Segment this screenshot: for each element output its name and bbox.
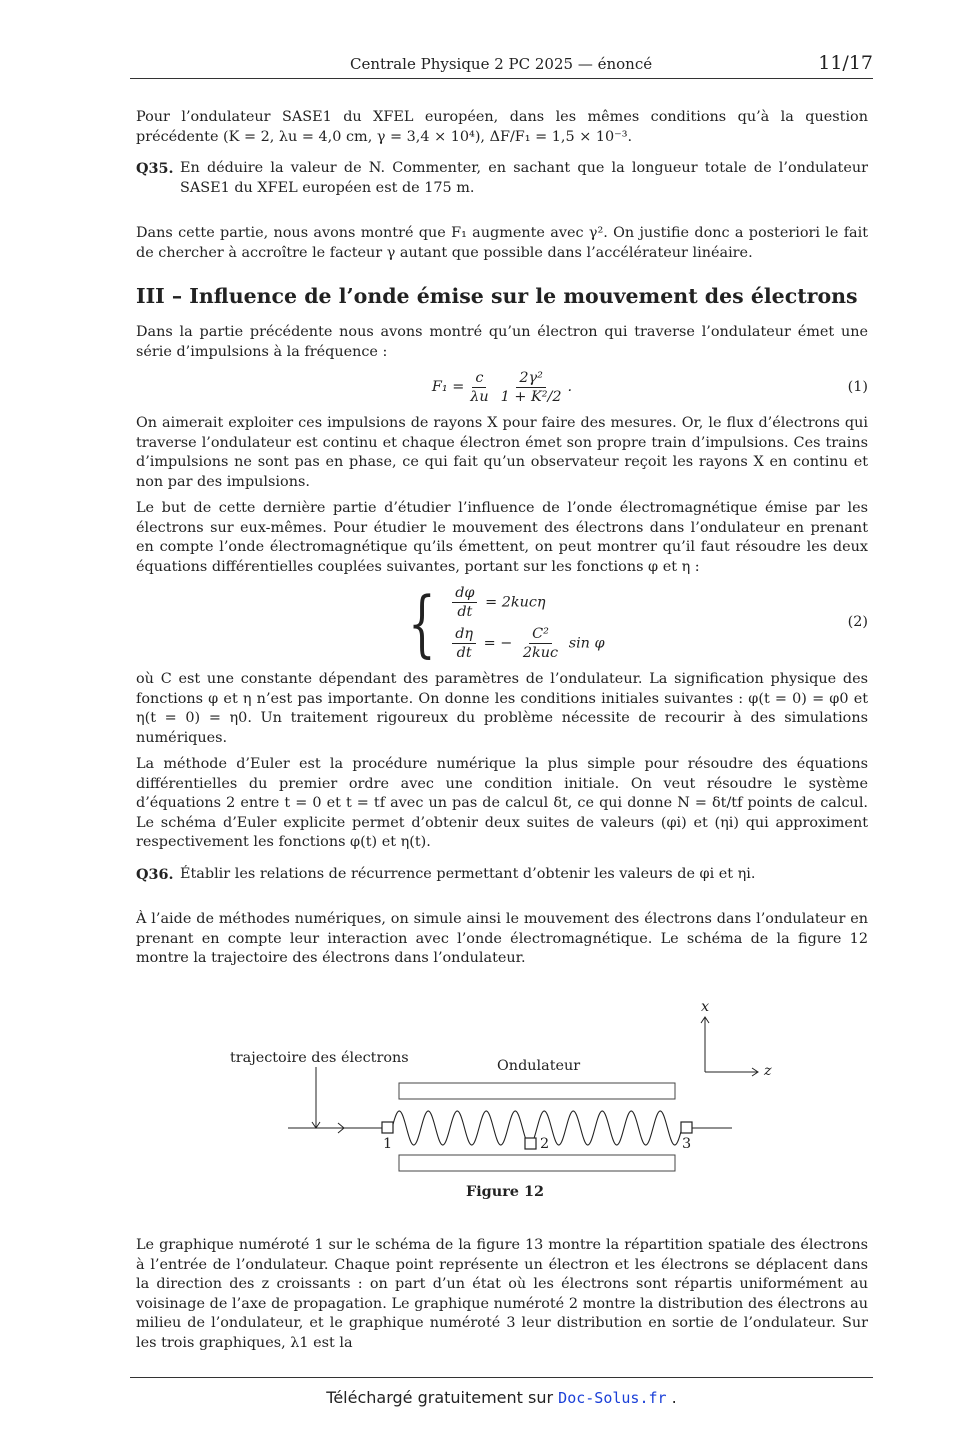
electron-trajectory-wave	[392, 1111, 682, 1145]
footer-text	[130, 1388, 873, 1407]
page-number: 11/17	[818, 52, 873, 74]
point-1-marker	[382, 1122, 393, 1133]
question-36	[136, 865, 868, 885]
eq2-r1-num: dφ	[452, 584, 477, 603]
point-3-marker	[681, 1122, 692, 1133]
figure-caption: Figure 12	[466, 1183, 544, 1200]
eq1-number: (1)	[847, 378, 868, 395]
intro-paragraph: Pour l’ondulateur SASE1 du XFEL européen, dans les mêmes conditions qu’à la question précédente (K = 2, λu = 4,0 cm, γ = 3,4 × 10⁴), ΔF/F₁ = 1,5 × 10⁻³.	[136, 109, 868, 145]
question-label: Q36.	[136, 865, 174, 883]
point-1-label: 1	[383, 1136, 393, 1152]
eq2-r1-den: dt	[457, 604, 473, 620]
eq2-row-2	[449, 625, 604, 662]
eq2-r2-fnum: C²	[529, 625, 552, 644]
eq2-r2-den: dt	[456, 645, 472, 661]
question-35	[136, 159, 868, 198]
doc-solus-link[interactable]: Doc-Solus.fr	[558, 1389, 667, 1407]
simulation-paragraph: À l’aide de méthodes numériques, on simule ainsi le mouvement des électrons dans l’ondulateur en prenant en compte leur interaction avec l’onde électromagnétique. Le schéma de la figure 12 montre la trajectoire des électrons dans l’ondulateur.	[136, 911, 868, 966]
page-header	[130, 52, 873, 79]
section-title: III – Influence de l’onde émise sur le mouvement des électrons	[136, 284, 858, 308]
system-brace: {	[408, 581, 437, 665]
figure-12	[220, 995, 790, 1210]
eq2-r2-rhs: sin φ	[568, 635, 605, 652]
trajectory-label: trajectoire des électrons	[230, 1050, 409, 1066]
equation-2	[136, 581, 868, 665]
eq1-f2-num: 2γ²	[516, 369, 546, 388]
point-2-label: 2	[540, 1136, 550, 1152]
point-3-label: 3	[682, 1136, 692, 1152]
eq1-fraction-2	[498, 369, 565, 406]
equation-1	[136, 369, 868, 406]
eq2-r2-num: dη	[452, 625, 476, 644]
figure-13-paragraph: Le graphique numéroté 1 sur le schéma de la figure 13 montre la répartition spatiale des électrons à l’entrée de l’ondulateur. Chaque point représente un électron et les électrons se déplacent dans la direction des z croissants : on part d’un état où les électrons sont répartis uniformément au voisinage de l’axe de propagation. Le graphique numéroté 2 montre la distribution des électrons au milieu de l’ondulateur, et le graphique numéroté 3 leur distribution en sortie de l’ondulateur. Sur les trois graphiques, λ1 est la	[136, 1237, 868, 1351]
eq2-r2-fden: 2kuc	[522, 645, 559, 661]
eq1-lhs: F₁ =	[431, 378, 465, 395]
equation-system	[399, 581, 605, 665]
question-text: Établir les relations de récurrence permettant d’obtenir les valeurs de φi et ηi.	[180, 865, 756, 882]
question-text: En déduire la valeur de N. Commenter, en sachant que la longueur totale de l’ondulateur SASE1 du XFEL européen est de 175 m.	[180, 160, 868, 196]
footer-suffix: .	[671, 1388, 677, 1407]
eq2-row-1	[449, 584, 604, 621]
undulator-diagram	[220, 995, 790, 1180]
euler-paragraph: La méthode d’Euler est la procédure numérique la plus simple pour résoudre des équations différentielles du premier ordre avec une condition initiale. On veut résoudre le système d’équations 2 entre t = 0 et t = tf avec un pas de calcul δt, ce qui donne N = δt/tf points de calcul. Le schéma d’Euler explicite permet d’obtenir deux suites de valeurs (φi) et (ηi) qui approximent respectivement les fonctions φ(t) et η(t).	[136, 756, 868, 850]
eq1-f1-den: λu	[470, 389, 489, 405]
eq2-number: (2)	[847, 614, 868, 631]
eq2-r2-mid: = −	[483, 635, 513, 652]
point-2-marker	[525, 1138, 536, 1149]
impulsions-paragraph: On aimerait exploiter ces impulsions de rayons X pour faire des mesures. Or, le flux d’électrons qui traverse l’ondulateur est continu et chaque électron émet son propre train d’impulsions. Ces trains d’impulsions ne sont pas en phase, ce qui fait qu’un observateur reçoit les rayons X en continu et non par des impulsions.	[136, 415, 868, 490]
conclusion-paragraph: Dans cette partie, nous avons montré que F₁ augmente avec γ². On justifie donc a posteriori le fait de chercher à accroître le facteur γ autant que possible dans l’accélérateur linéaire.	[136, 225, 868, 261]
goal-paragraph: Le but de cette dernière partie d’étudier l’influence de l’onde électromagnétique émise par les électrons sur eux-mêmes. Pour étudier le mouvement des électrons dans l’ondulateur en prenant en compte l’onde électromagnétique qu’ils émettent, on peut montrer qu’il faut résoudre les deux équations différentielles couplées suivantes, portant sur les fonctions φ et η :	[136, 500, 868, 575]
eq1-fraction-1	[467, 369, 491, 406]
axis-z-label: z	[764, 1063, 772, 1079]
eq1-f2-den: 1 + K²/2	[500, 389, 562, 405]
undulator-label: Ondulateur	[497, 1058, 581, 1074]
footer-prefix: Téléchargé gratuitement sur	[326, 1388, 554, 1407]
main-content	[136, 108, 868, 976]
page-footer	[130, 1377, 873, 1407]
axis-x-label: x	[701, 999, 710, 1015]
constant-paragraph: où C est une constante dépendant des paramètres de l’ondulateur. La signification physique des fonctions φ et η n’est pas importante. On donne les conditions initiales suivantes : φ(t = 0) = φ0 et η(t = 0) = η0. Un traitement rigoureux du problème nécessite de recourir à des simulations numériques.	[136, 671, 868, 746]
upper-magnet-bar	[399, 1083, 675, 1099]
eq1-f1-num: c	[472, 369, 486, 388]
eq1-tail: .	[567, 378, 573, 395]
question-label: Q35.	[136, 160, 174, 177]
section-intro-paragraph: Dans la partie précédente nous avons montré qu’un électron qui traverse l’ondulateur émet une série d’impulsions à la fréquence :	[136, 324, 868, 360]
document-title: Centrale Physique 2 PC 2025 — énoncé	[350, 55, 653, 73]
lower-magnet-bar	[399, 1155, 675, 1171]
eq2-r1-rhs: = 2kucη	[485, 594, 546, 611]
